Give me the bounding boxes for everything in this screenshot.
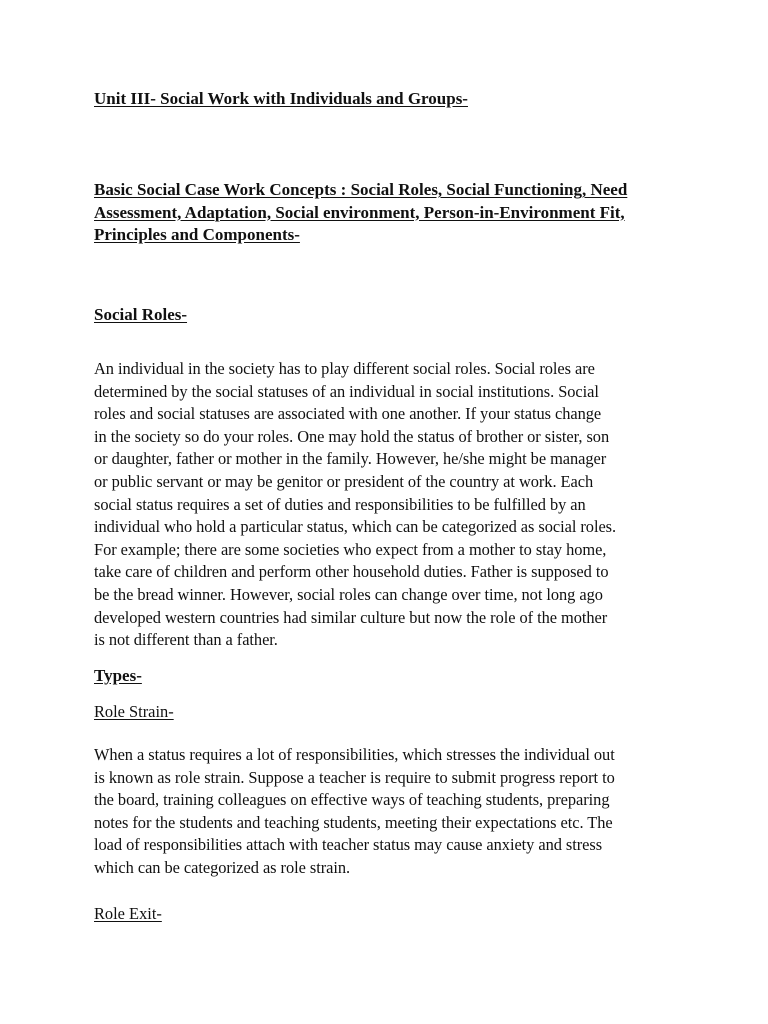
paragraph-line: or daughter, father or mother in the family. However, he/she might be manager	[94, 449, 607, 469]
social-roles-heading: Social Roles-	[94, 305, 188, 324]
paragraph-line: individual who hold a particular status, which can be categorized as social roles.	[94, 517, 617, 537]
paragraph-line: notes for the students and teaching students, meeting their expectations etc. The	[94, 812, 613, 832]
role-exit-heading: Role Exit-	[94, 904, 162, 923]
paragraph-line: developed western countries had similar culture but now the role of the mother	[94, 607, 608, 627]
concepts-title-line: Assessment, Adaptation, Social environment, Person-in-Environment Fit,	[94, 202, 625, 222]
paragraph-line: which can be categorized as role strain.	[94, 857, 351, 877]
paragraph-line: An individual in the society has to play different social roles. Social roles are	[94, 359, 595, 378]
concepts-title-line: Principles and Components-	[94, 225, 300, 244]
concepts-title-line: Basic Social Case Work Concepts : Social Roles, Social Functioning, Need	[94, 180, 628, 199]
types-heading: Types-	[94, 666, 142, 685]
paragraph-line: For example; there are some societies who expect from a mother to stay home,	[94, 539, 607, 559]
unit-title: Unit III- Social Work with Individuals and Groups-	[94, 89, 468, 108]
paragraph-line: is known as role strain. Suppose a teacher is require to submit progress report to	[94, 767, 615, 787]
role-strain-heading: Role Strain-	[94, 702, 174, 721]
social-roles-paragraph	[94, 358, 684, 652]
role-strain-paragraph	[94, 744, 684, 880]
paragraph-line: in the society so do your roles. One may hold the status of brother or sister, son	[94, 426, 610, 446]
paragraph-line: the board, training colleagues on effective ways of teaching students, preparing	[94, 790, 610, 810]
paragraph-line: take care of children and perform other household duties. Father is supposed to	[94, 562, 609, 582]
concepts-title	[94, 179, 674, 247]
paragraph-line: is not different than a father.	[94, 630, 278, 650]
paragraph-line: load of responsibilities attach with teacher status may cause anxiety and stress	[94, 835, 603, 855]
paragraph-line: or public servant or may be genitor or president of the country at work. Each	[94, 471, 594, 491]
paragraph-line: roles and social statuses are associated with one another. If your status change	[94, 404, 602, 424]
paragraph-line: When a status requires a lot of responsibilities, which stresses the individual out	[94, 745, 615, 764]
paragraph-line: be the bread winner. However, social roles can change over time, not long ago	[94, 584, 603, 604]
paragraph-line: social status requires a set of duties and responsibilities to be fulfilled by an	[94, 494, 586, 514]
paragraph-line: determined by the social statuses of an individual in social institutions. Social	[94, 381, 599, 401]
